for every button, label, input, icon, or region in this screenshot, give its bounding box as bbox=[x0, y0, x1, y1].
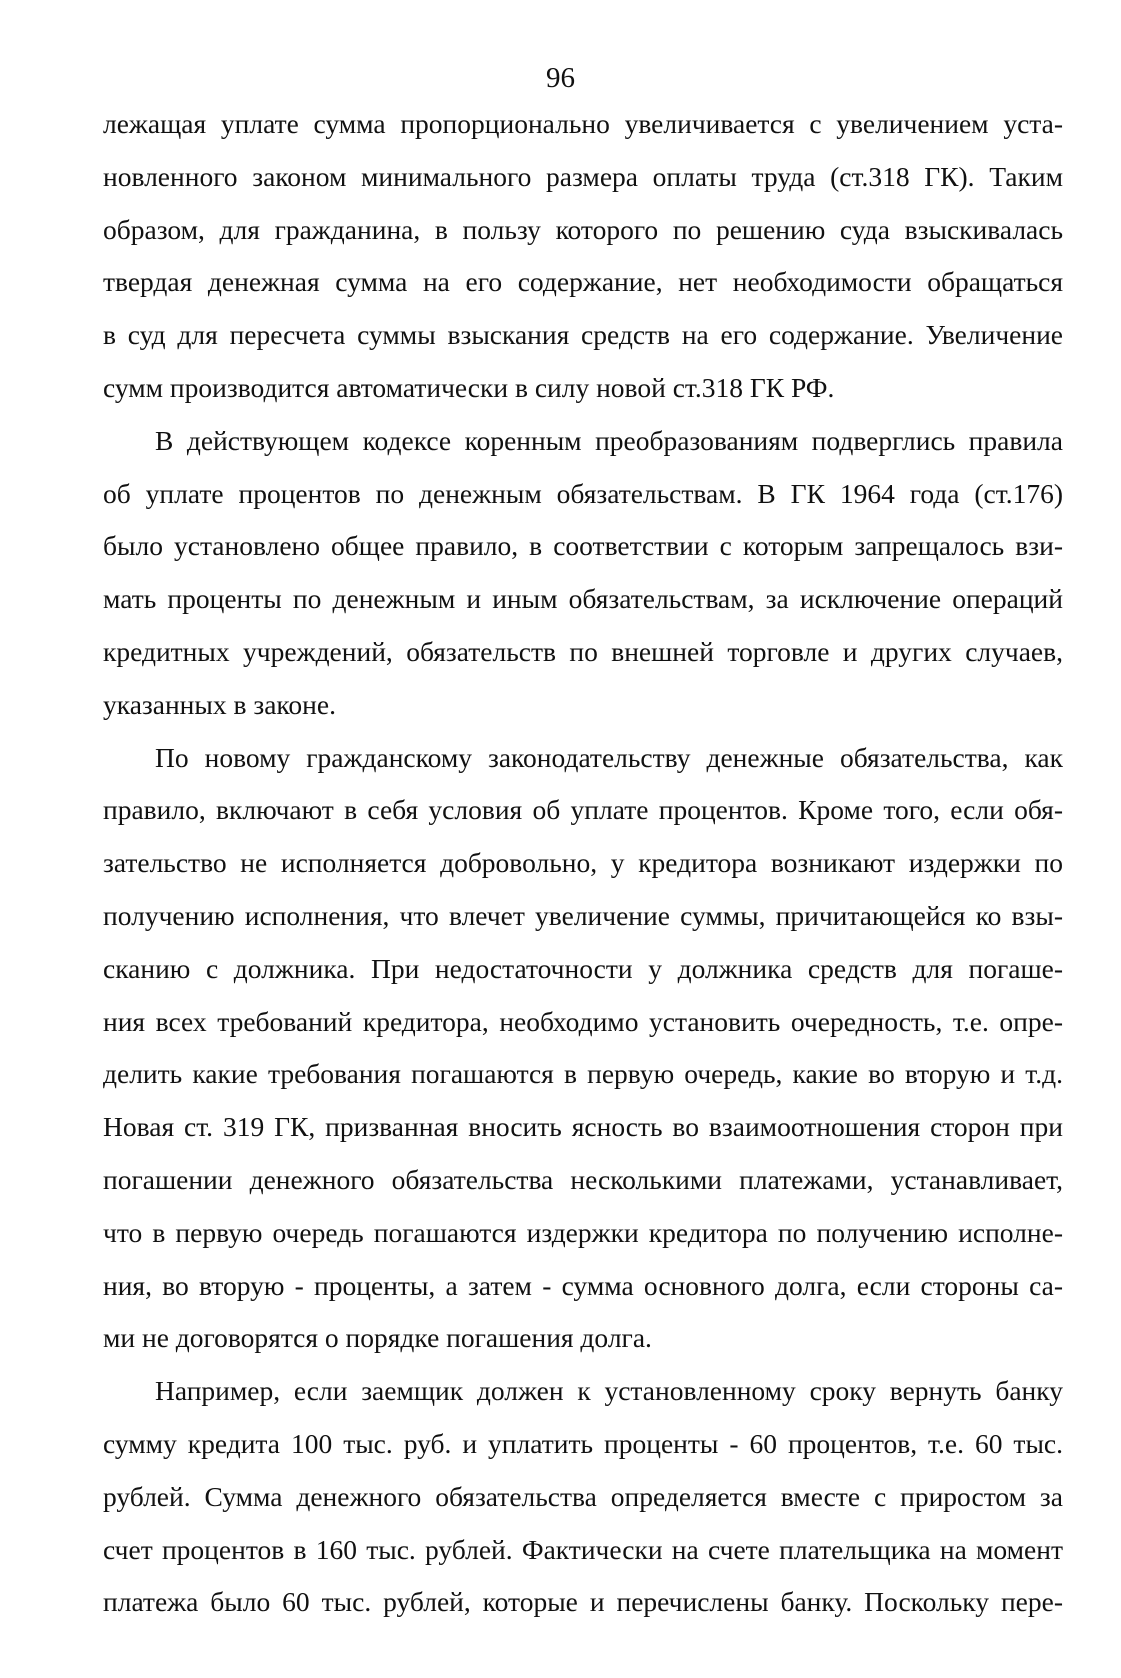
body-text bbox=[103, 98, 1063, 1629]
text-line: лежащая уплате сумма пропорционально увеличивается с увеличением уста- bbox=[103, 108, 1063, 139]
text-line: новленного законом минимального размера оплаты труда (ст.318 ГК). Таким bbox=[103, 160, 1063, 192]
text-line: ния всех требований кредитора, необходимо установить очередность, т.е. опре- bbox=[103, 1005, 1063, 1037]
text-line: что в первую очередь погашаются издержки кредитора по получению исполне- bbox=[103, 1216, 1063, 1248]
text-line: ми не договорятся о порядке погашения долга. bbox=[103, 1322, 652, 1354]
text-line: образом, для гражданина, в пользу которого по решению суда взыскивалась bbox=[103, 213, 1063, 245]
text-line: твердая денежная сумма на его содержание, нет необходимости обращаться bbox=[103, 266, 1063, 298]
text-line: В действующем кодексе коренным преобразованиям подверглись правила bbox=[155, 424, 1063, 456]
text-line: было установлено общее правило, в соответствии с которым запрещалось взи- bbox=[103, 530, 1063, 562]
text-line: сумму кредита 100 тыс. руб. и уплатить проценты - 60 процентов, т.е. 60 тыс. bbox=[103, 1427, 1063, 1459]
text-line: делить какие требования погашаются в первую очередь, какие во вторую и т.д. bbox=[103, 1058, 1063, 1090]
paragraph bbox=[103, 732, 1063, 1366]
page-number: 96 bbox=[546, 62, 575, 94]
text-line: Например, если заемщик должен к установленному сроку вернуть банку bbox=[155, 1375, 1063, 1407]
text-line: ния, во вторую - проценты, а затем - сумма основного долга, если стороны са- bbox=[103, 1269, 1063, 1301]
text-line: получению исполнения, что влечет увеличение суммы, причитающейся ко взы- bbox=[103, 899, 1063, 931]
text-line: платежа было 60 тыс. рублей, которые и перечислены банку. Поскольку пере- bbox=[103, 1586, 1063, 1618]
text-line: мать проценты по денежным и иным обязательствам, за исключение операций bbox=[103, 583, 1063, 615]
text-line: По новому гражданскому законодательству денежные обязательства, как bbox=[155, 741, 1063, 773]
text-line: указанных в законе. bbox=[103, 688, 336, 720]
text-line: сканию с должника. При недостаточности у должника средств для погаше- bbox=[103, 952, 1063, 984]
text-line: правило, включают в себя условия об уплате процентов. Кроме того, если обя- bbox=[103, 794, 1063, 826]
paragraph bbox=[103, 415, 1063, 732]
paragraph bbox=[103, 98, 1063, 415]
text-line: зательство не исполняется добровольно, у кредитора возникают издержки по bbox=[103, 847, 1063, 879]
text-line: об уплате процентов по денежным обязательствам. В ГК 1964 года (ст.176) bbox=[103, 477, 1063, 509]
text-line: погашении денежного обязательства несколькими платежами, устанавливает, bbox=[103, 1163, 1063, 1195]
paragraph bbox=[103, 1365, 1063, 1629]
text-line: Новая ст. 319 ГК, призванная вносить ясность во взаимоотношения сторон при bbox=[103, 1111, 1063, 1143]
text-line: счет процентов в 160 тыс. рублей. Фактически на счете плательщика на момент bbox=[103, 1533, 1063, 1565]
text-line: кредитных учреждений, обязательств по внешней торговле и других случаев, bbox=[103, 635, 1063, 667]
text-line: рублей. Сумма денежного обязательства определяется вместе с приростом за bbox=[103, 1480, 1063, 1512]
text-line: сумм производится автоматически в силу новой ст.318 ГК РФ. bbox=[103, 371, 835, 403]
text-line: в суд для пересчета суммы взыскания средств на его содержание. Увеличение bbox=[103, 319, 1063, 351]
